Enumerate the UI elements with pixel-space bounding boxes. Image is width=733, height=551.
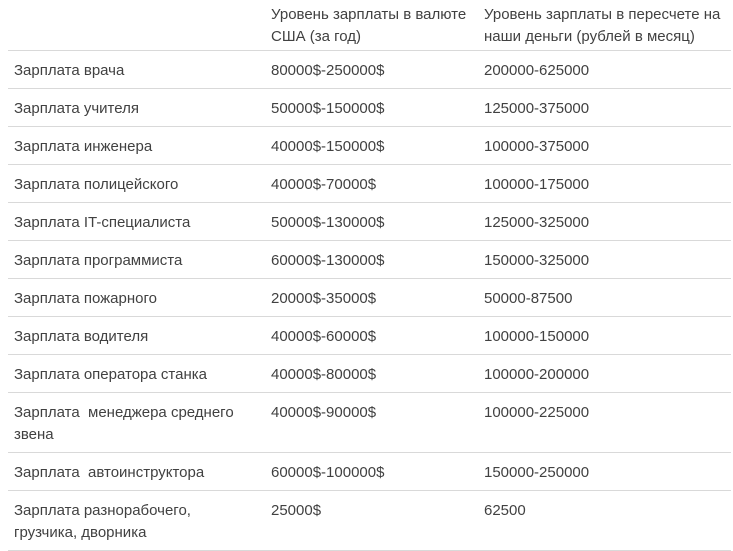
- column-header-profession: [8, 0, 265, 51]
- header-row: [8, 0, 731, 51]
- table-body: [8, 51, 731, 551]
- table-header: [8, 0, 731, 51]
- rub-value-cell: 62500: [478, 491, 731, 551]
- usd-value-cell: 80000$-250000$: [265, 51, 478, 89]
- row-label-machine-operator: Зарплата оператора станка: [8, 355, 265, 393]
- table-row: [8, 355, 731, 393]
- rub-value-cell: 100000-150000: [478, 317, 731, 355]
- row-label-driver: Зарплата водителя: [8, 317, 265, 355]
- table-row: [8, 203, 731, 241]
- usd-value-cell: 40000$-90000$: [265, 393, 478, 453]
- usd-value-cell: 40000$-60000$: [265, 317, 478, 355]
- row-label-programmer: Зарплата программиста: [8, 241, 265, 279]
- usd-value-cell: 40000$-150000$: [265, 127, 478, 165]
- salary-table: [8, 0, 731, 551]
- rub-value-cell: 100000-200000: [478, 355, 731, 393]
- column-header-usd-salary: Уровень зарплаты в валюте США (за год): [271, 6, 467, 45]
- rub-value-cell: 150000-250000: [478, 453, 731, 491]
- row-label-middle-manager: Зарплата менеджера среднего звена: [8, 393, 265, 453]
- table-row: [8, 127, 731, 165]
- usd-value-cell: 60000$-130000$: [265, 241, 478, 279]
- table-row: [8, 393, 731, 453]
- table-row: [8, 491, 731, 551]
- row-label-policeman: Зарплата полицейского: [8, 165, 265, 203]
- row-label-doctor: Зарплата врача: [8, 51, 265, 89]
- table-row: [8, 317, 731, 355]
- usd-value-cell: 40000$-70000$: [265, 165, 478, 203]
- table-row: [8, 241, 731, 279]
- rub-value-cell: 50000-87500: [478, 279, 731, 317]
- row-label-engineer: Зарплата инженера: [8, 127, 265, 165]
- table-row: [8, 165, 731, 203]
- row-label-laborer: Зарплата разнорабочего, грузчика, дворника: [8, 491, 265, 551]
- table-row: [8, 279, 731, 317]
- column-header-rub-salary: Уровень зарплаты в пересчете на наши деньги (рублей в месяц): [484, 6, 721, 45]
- usd-value-cell: 50000$-130000$: [265, 203, 478, 241]
- usd-value-cell: 50000$-150000$: [265, 89, 478, 127]
- usd-value-cell: 20000$-35000$: [265, 279, 478, 317]
- usd-value-cell: 60000$-100000$: [265, 453, 478, 491]
- row-label-driving-instructor: Зарплата автоинструктора: [8, 453, 265, 491]
- usd-value-cell: 40000$-80000$: [265, 355, 478, 393]
- row-label-it-specialist: Зарплата IT-специалиста: [8, 203, 265, 241]
- table-row: [8, 51, 731, 89]
- table-row: [8, 89, 731, 127]
- table-row: [8, 453, 731, 491]
- rub-value-cell: 100000-375000: [478, 127, 731, 165]
- usd-value-cell: 25000$: [265, 491, 478, 551]
- rub-value-cell: 100000-225000: [478, 393, 731, 453]
- rub-value-cell: 100000-175000: [478, 165, 731, 203]
- rub-value-cell: 125000-325000: [478, 203, 731, 241]
- rub-value-cell: 125000-375000: [478, 89, 731, 127]
- rub-value-cell: 150000-325000: [478, 241, 731, 279]
- row-label-firefighter: Зарплата пожарного: [8, 279, 265, 317]
- rub-value-cell: 200000-625000: [478, 51, 731, 89]
- row-label-teacher: Зарплата учителя: [8, 89, 265, 127]
